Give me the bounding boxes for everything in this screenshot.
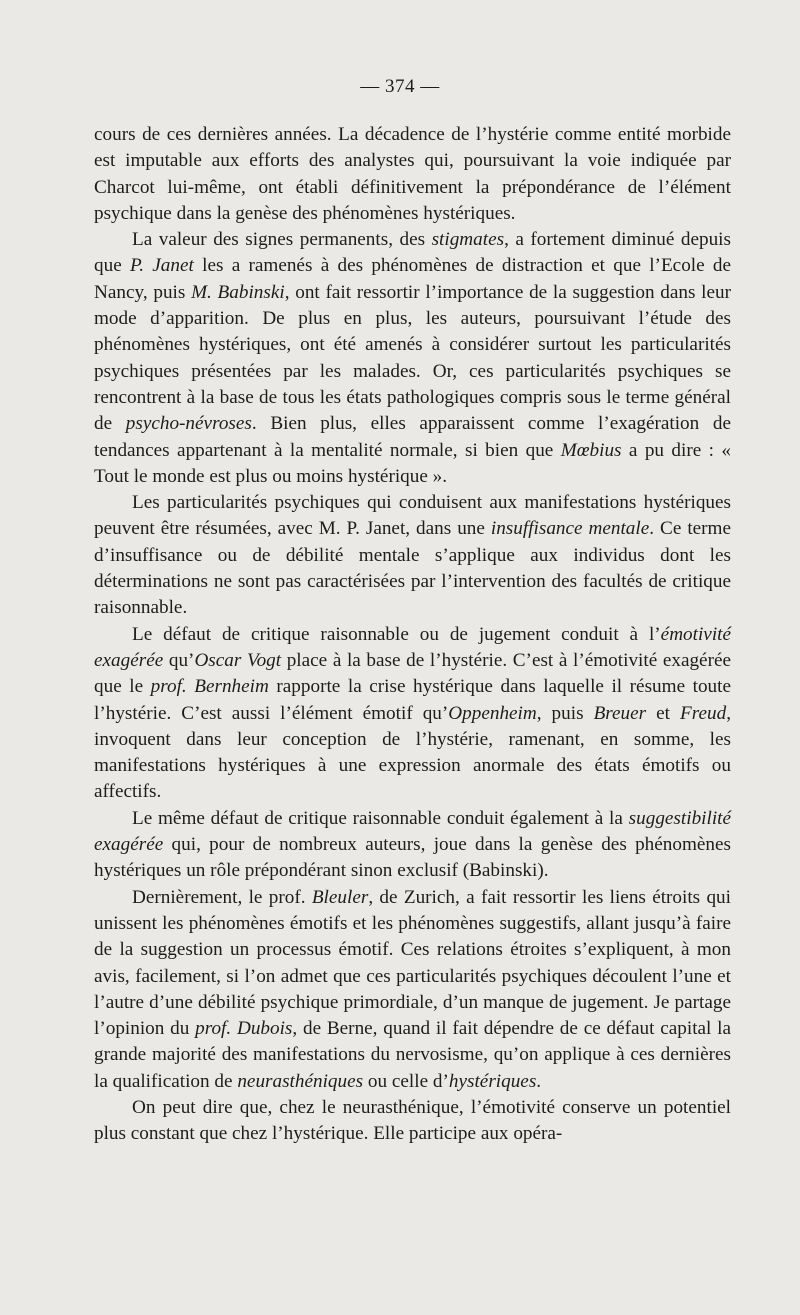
text-run: place à la base de l’hystérie. C’est à l’émotivité exagérée que le: [94, 649, 731, 698]
paragraph: [94, 622, 731, 806]
italic-text-run: Breuer: [593, 702, 647, 724]
page-number: — 374 —: [360, 76, 440, 97]
paragraph: [94, 806, 731, 885]
italic-text-run: Freud: [680, 702, 727, 724]
text-run: , de Zurich, a fait ressortir les liens étroits qui unissent les phénomènes émotifs et les phénomènes suggestifs, allant jusqu’à faire de la suggestion un processus émotif. Ces relations étroites s’expliquent, à mon avis, facilement, si l’on admet que ces particularités psychiques découlent l’une et l’autre d’une débilité psychique primordiale, d’un manque de jugement. Je partage l’opinion du: [94, 886, 731, 1040]
paragraph: [94, 885, 731, 1095]
text-run: On peut dire que, chez le neurasthénique, l’émotivité conserve un potentiel plus constant que chez l’hystérique. Elle participe aux opéra-: [94, 1096, 731, 1145]
italic-text-run: Bleuler: [311, 886, 369, 908]
body-text: [94, 122, 731, 1148]
paragraph: [94, 490, 731, 621]
italic-text-run: Mœbius: [560, 439, 622, 461]
text-run: cours de ces dernières années. La décadence de l’hystérie comme entité morbide est imputable aux efforts des analystes qui, poursuivant la voie indiquée par Charcot lui-même, ont établi définitivement la prépondérance de l’élément psychique dans la genèse des phénomènes hystériques.: [94, 124, 731, 224]
paragraph: [94, 1095, 731, 1148]
text-run: qui, pour de nombreux auteurs, joue dans la genèse des phénomènes hystériques un rôle prépondérant sinon exclusif (Babinski).: [94, 834, 731, 882]
text-run: les a ramenés à des phénomènes de distraction et que l’Ecole de Nancy, puis: [94, 255, 732, 303]
text-run: qu’: [163, 649, 195, 671]
text-run: , puis: [536, 702, 594, 724]
text-run: .: [536, 1070, 542, 1092]
text-run: La valeur des signes permanents, des: [132, 229, 432, 251]
text-run: , invoquent dans leur conception de l’hystérie, ramenant, en somme, les manifestations hystériques à une expression anormale des états émotifs ou affectifs.: [94, 702, 731, 803]
italic-text-run: insuffisance mentale: [490, 518, 650, 540]
paragraph: [94, 122, 731, 227]
italic-text-run: suggestibilité exagérée: [94, 807, 731, 856]
text-run: . Ce terme d’insuffisance ou de débilité mentale s’applique aux individus dont les déterminations ne sont pas caractérisées par l’intervention des facultés de critique raisonnable.: [94, 518, 731, 619]
text-run: a pu dire : « Tout le monde est plus ou moins hystérique ».: [94, 439, 731, 487]
text-run: Les particularités psychiques qui conduisent aux manifestations hystériques peuvent être résumées, avec M. P. Janet, dans une: [94, 492, 731, 540]
text-run: Le défaut de critique raisonnable ou de jugement conduit à l’: [132, 623, 661, 645]
italic-text-run: psycho-névroses: [125, 413, 252, 435]
text-run: , a fortement diminué depuis que: [94, 229, 731, 277]
italic-text-run: P. Janet: [129, 255, 194, 277]
italic-text-run: neurasthéniques: [237, 1070, 364, 1092]
text-run: . Bien plus, elles apparaissent comme l’exagération de tendances appartenant à la mentalité normale, si bien que: [94, 413, 731, 461]
italic-text-run: émotivité exagérée: [94, 623, 731, 671]
text-run: Le même défaut de critique raisonnable conduit également à la: [132, 807, 629, 829]
italic-text-run: M. Babinski: [191, 281, 285, 303]
italic-text-run: hystériques: [448, 1070, 537, 1092]
text-run: rapporte la crise hystérique dans laquelle il résume toute l’hystérie. C’est aussi l’élément émotif qu’: [94, 676, 731, 724]
text-run: et: [646, 702, 681, 724]
italic-text-run: Oppenheim: [448, 702, 537, 724]
text-run: Dernièrement, le prof.: [132, 886, 312, 908]
italic-text-run: prof. Bernheim: [150, 676, 269, 698]
italic-text-run: Oscar Vogt: [194, 649, 282, 671]
text-run: ou celle d’: [363, 1070, 449, 1092]
text-run: , ont fait ressortir l’importance de la suggestion dans leur mode d’apparition. De plus en plus, les auteurs, poursuivant l’étude des phénomènes hystériques, ont été amenés à considérer surtout les particularités psychiques présentées par les malades. Or, ces particularités psychiques se rencontrent à la base de tous les états pathologiques compris sous le terme général de: [94, 281, 731, 435]
text-run: , de Berne, quand il fait dépendre de ce défaut capital la grande majorité des manifestations du nervosisme, qu’on applique à ces dernières la qualification de: [94, 1018, 731, 1092]
italic-text-run: prof. Dubois: [195, 1018, 293, 1040]
italic-text-run: stigmates: [431, 229, 505, 251]
paragraph: [94, 227, 731, 490]
